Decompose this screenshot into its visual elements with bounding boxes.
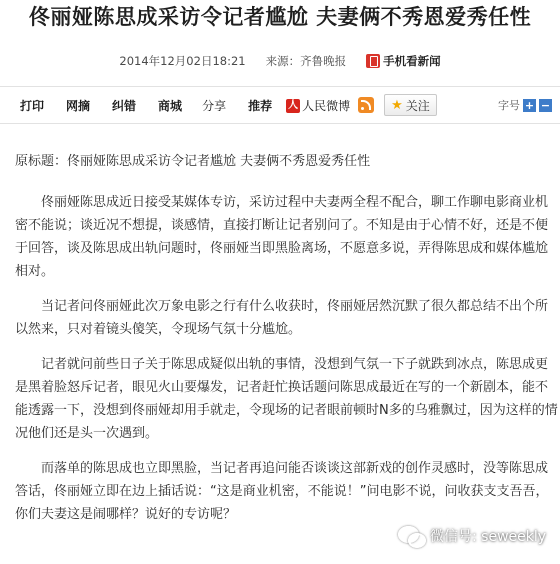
publish-datetime: 2014年12月02日18:21: [119, 54, 246, 68]
font-increase-button[interactable]: +: [524, 98, 535, 112]
recommend-link[interactable]: 推荐: [248, 98, 273, 113]
people-weibo-icon: 人: [288, 100, 299, 111]
people-weibo-label: 人民微博: [302, 98, 351, 113]
news-source: 来源：齐鲁晚报: [265, 54, 347, 68]
print-link[interactable]: 打印: [20, 98, 45, 113]
follow-button[interactable]: [384, 94, 437, 116]
correct-link[interactable]: 纠错: [112, 98, 137, 113]
mobile-news-label: 手机看新闻: [383, 54, 441, 68]
star-icon: ★: [391, 97, 403, 113]
rss-icon[interactable]: [358, 97, 374, 113]
font-size-control: [498, 97, 552, 113]
font-decrease-button[interactable]: −: [540, 98, 551, 112]
follow-label: 关注: [405, 98, 430, 113]
original-title: 原标题：佟丽娅陈思成采访令记者尴尬 夫妻俩不秀恩爱秀任性: [15, 154, 371, 169]
font-size-label: 字号: [498, 99, 520, 112]
paragraph: 当记者问佟丽娅此次万象电影之行有什么收获时，佟丽娅居然沉默了很久都总结不出个所以然来，只对着镜头傻笑，令现场气氛十分尴尬。: [15, 299, 549, 337]
article-body: [15, 150, 560, 538]
article-meta: [0, 50, 560, 72]
share-link[interactable]: 分享: [202, 98, 227, 113]
paragraph: 佟丽娅陈思成近日接受某媒体专访，采访过程中夫妻两全程不配合，聊工作聊电影商业机密不能说；谈近况不想提，谈感情，直接打断让记者别问了。不知是由于心情不好，还是不便于回答，谈及陈思成出轨问题时，佟丽娅当即黑脸离场，不愿意多说，弄得陈思成和媒体尴尬相对。: [15, 195, 549, 279]
article-toolbar: [0, 86, 560, 124]
paragraph: 而落单的陈思成也立即黑脸，当记者再追问能否谈谈这部新戏的创作灵感时，没等陈思成答话，佟丽娅立即在边上插话说：“这是商业机密，不能说！”问电影不说，问收获支支吾吾，你们夫妻这是闹哪样？说好的专访呢？: [15, 461, 549, 522]
paragraph: 记者就问前些日子关于陈思成疑似出轨的事情，没想到气氛一下子就跌到冰点，陈思成更是黑着脸怒斥记者，眼见火山要爆发，记者赶忙换话题问陈思成最近在写的一个新剧本，能不能透露一下，没想到佟丽娅却用手就走，令现场的记者眼前顿时N多的乌雅飘过，因为这样的情况他们还是头一次遇到。: [15, 357, 558, 441]
phone-icon: [366, 54, 380, 68]
mobile-news-link[interactable]: [366, 53, 441, 69]
mall-link[interactable]: 商城: [158, 98, 183, 113]
people-weibo-link[interactable]: [286, 97, 350, 114]
watermark-text: 微信号: seweekly: [430, 529, 547, 545]
wangzhai-link[interactable]: 网摘: [66, 98, 91, 113]
wechat-icon: [398, 526, 424, 546]
wechat-watermark: [398, 526, 546, 546]
headline: 佟丽娅陈思成采访令记者尴尬 夫妻俩不秀恩爱秀任性: [28, 5, 532, 29]
